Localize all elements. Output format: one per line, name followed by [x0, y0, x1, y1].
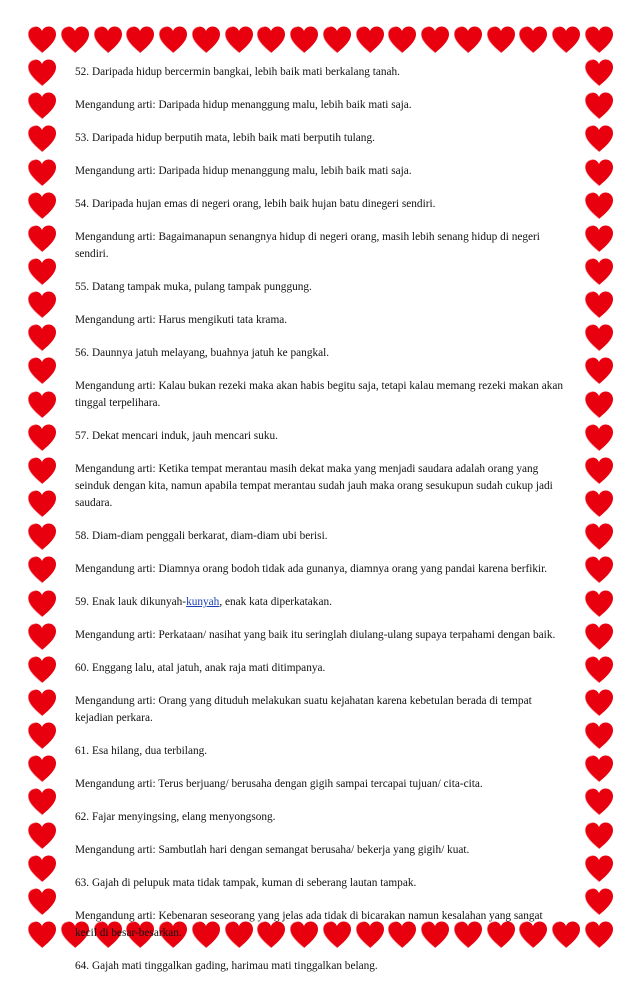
meaning: Mengandung arti: Kebenaran seseorang yang jelas ada tidak di bicarakan namun kesalahan yang sangat kecil di besar-besarkan.: [75, 910, 543, 939]
proverb: 62. Fajar menyingsing, elang menyongsong.: [75, 811, 276, 823]
heart-icon: [584, 522, 614, 552]
heart-icon: [355, 25, 385, 55]
heart-icon: [27, 589, 57, 619]
meaning: Mengandung arti: Perkataan/ nasihat yang baik itu seringlah diulang-ulang supaya terpahami dengan baik.: [75, 629, 556, 641]
meaning: Mengandung arti: Terus berjuang/ berusaha dengan gigih sampai tercapai tujuan/ cita-cita.: [75, 778, 483, 790]
heart-icon: [224, 25, 254, 55]
heart-icon: [584, 58, 614, 88]
heart-icon: [27, 721, 57, 751]
proverb: 52. Daripada hidup bercermin bangkai, lebih baik mati berkalang tanah.: [75, 66, 400, 78]
heart-icon: [27, 622, 57, 652]
proverb: 53. Daripada hidup berputih mata, lebih baik mati berputih tulang.: [75, 132, 375, 144]
heart-icon: [27, 290, 57, 320]
heart-icon: [584, 787, 614, 817]
heart-icon: [518, 25, 548, 55]
heart-icon: [27, 787, 57, 817]
heart-icon: [27, 356, 57, 386]
heart-icon: [584, 854, 614, 884]
heart-icon: [27, 323, 57, 353]
heart-icon: [584, 390, 614, 420]
heart-icon: [27, 423, 57, 453]
proverb: 58. Diam-diam penggali berkarat, diam-diam ubi berisi.: [75, 530, 328, 542]
proverb: 54. Daripada hujan emas di negeri orang, lebih baik hujan batu dinegeri sendiri.: [75, 198, 436, 210]
heart-icon: [27, 821, 57, 851]
proverb: 57. Dekat mencari induk, jauh mencari suku.: [75, 430, 278, 442]
proverb: [75, 594, 565, 611]
proverb-text: , enak kata diperkatakan.: [219, 596, 332, 608]
meaning: Mengandung arti: Harus mengikuti tata krama.: [75, 314, 288, 326]
proverb: 63. Gajah di pelupuk mata tidak tampak, kuman di seberang lautan tampak.: [75, 877, 417, 889]
heart-icon: [584, 555, 614, 585]
heart-icon: [584, 589, 614, 619]
heart-icon: [27, 257, 57, 287]
heart-icon: [289, 25, 319, 55]
heart-icon: [27, 522, 57, 552]
heart-icon: [584, 754, 614, 784]
proverb: 60. Enggang lalu, atal jatuh, anak raja mati ditimpanya.: [75, 662, 326, 674]
heart-icon: [27, 224, 57, 254]
heart-icon: [322, 25, 352, 55]
kunyah-link[interactable]: kunyah: [186, 596, 220, 608]
heart-icon: [584, 688, 614, 718]
heart-icon: [584, 323, 614, 353]
meaning: Mengandung arti: Bagaimanapun senangnya hidup di negeri orang, masih lebih senang hidup di negeri sendiri.: [75, 231, 540, 260]
heart-icon: [125, 25, 155, 55]
heart-icon: [27, 489, 57, 519]
meaning: Mengandung arti: Kalau bukan rezeki maka akan habis begitu saja, tetapi kalau memang rezeki makan akan tinggal terpelihara.: [75, 380, 564, 409]
heart-icon: [27, 58, 57, 88]
meaning: Mengandung arti: Daripada hidup menanggung malu, lebih baik mati saja.: [75, 165, 412, 177]
heart-icon: [387, 25, 417, 55]
heart-icon: [27, 655, 57, 685]
proverb-text: 59. Enak lauk dikunyah-: [75, 596, 187, 608]
heart-icon: [584, 91, 614, 121]
heart-icon: [584, 191, 614, 221]
heart-icon: [584, 821, 614, 851]
document-body: [75, 64, 565, 991]
meaning: Mengandung arti: Diamnya orang bodoh tidak ada gunanya, diamnya orang yang pandai karena berfikir.: [75, 563, 548, 575]
heart-icon: [27, 124, 57, 154]
proverb: 56. Daunnya jatuh melayang, buahnya jatuh ke pangkal.: [75, 347, 330, 359]
heart-icon: [27, 191, 57, 221]
meaning: Mengandung arti: Daripada hidup menanggung malu, lebih baik mati saja.: [75, 99, 412, 111]
heart-icon: [584, 655, 614, 685]
heart-icon: [584, 721, 614, 751]
heart-icon: [486, 25, 516, 55]
heart-icon: [60, 25, 90, 55]
heart-icon: [584, 158, 614, 188]
heart-icon: [191, 25, 221, 55]
proverb: 55. Datang tampak muka, pulang tampak punggung.: [75, 281, 312, 293]
meaning: Mengandung arti: Ketika tempat merantau masih dekat maka yang menjadi saudara adalah orang yang seinduk dengan kita, namun apabila tempat merantau sudah jauh maka orang sesukupun sudah cukup jadi saudara.: [75, 463, 553, 509]
heart-icon: [584, 25, 614, 55]
proverb: 61. Esa hilang, dua terbilang.: [75, 745, 208, 757]
proverb: 64. Gajah mati tinggalkan gading, harimau mati tinggalkan belang.: [75, 960, 378, 972]
heart-icon: [27, 920, 57, 950]
heart-icon: [453, 25, 483, 55]
heart-icon: [27, 555, 57, 585]
heart-icon: [27, 390, 57, 420]
heart-icon: [551, 25, 581, 55]
heart-icon: [27, 25, 57, 55]
heart-icon: [584, 622, 614, 652]
heart-icon: [584, 224, 614, 254]
heart-icon: [27, 688, 57, 718]
heart-icon: [584, 124, 614, 154]
heart-icon: [420, 25, 450, 55]
heart-icon: [584, 423, 614, 453]
heart-icon: [584, 489, 614, 519]
heart-icon: [584, 456, 614, 486]
heart-icon: [584, 257, 614, 287]
meaning: Mengandung arti: Orang yang dituduh melakukan suatu kejahatan karena kebetulan berada di tempat kejadian perkara.: [75, 695, 532, 724]
heart-icon: [584, 920, 614, 950]
heart-icon: [584, 887, 614, 917]
heart-icon: [158, 25, 188, 55]
heart-icon: [93, 25, 123, 55]
heart-icon: [27, 158, 57, 188]
heart-icon: [27, 456, 57, 486]
heart-icon: [27, 91, 57, 121]
heart-icon: [584, 356, 614, 386]
heart-icon: [27, 887, 57, 917]
meaning: Mengandung arti: Sambutlah hari dengan semangat berusaha/ bekerja yang gigih/ kuat.: [75, 844, 470, 856]
heart-icon: [27, 754, 57, 784]
heart-icon: [256, 25, 286, 55]
heart-icon: [27, 854, 57, 884]
heart-icon: [584, 290, 614, 320]
